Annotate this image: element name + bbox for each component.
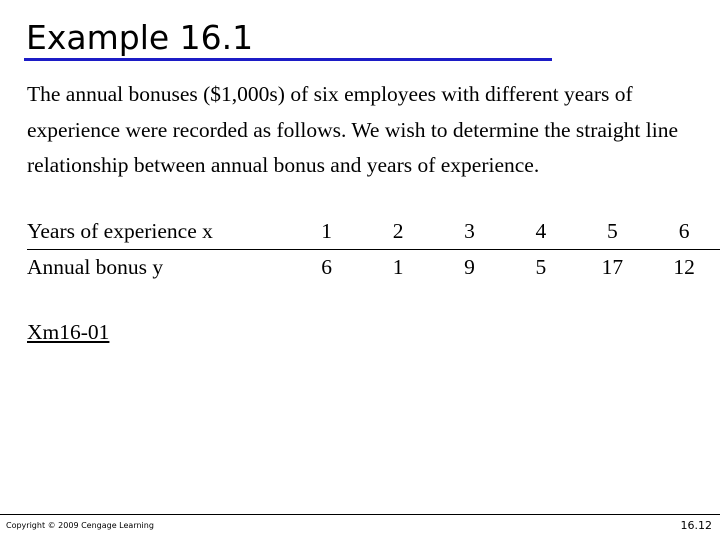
footer-divider [0, 514, 720, 515]
table-cell: 6 [321, 255, 333, 279]
data-table [27, 214, 720, 285]
table-cell: 4 [505, 214, 576, 250]
table-row-years [27, 214, 720, 250]
table-cell: 17 [601, 255, 624, 279]
table-cell: 5 [577, 214, 649, 250]
problem-description: The annual bonuses ($1,000s) of six employees with different years of experience were recorded as follows. We wish to determine the straight line relationship between annual bonus and years of experience. [27, 82, 678, 177]
table-cell: 1 [392, 255, 404, 279]
row-label-years: Years of experience x [27, 214, 291, 250]
slide-title: Example 16.1 [26, 18, 254, 57]
table-cell: 12 [673, 255, 695, 279]
title-underline [24, 58, 552, 61]
table-cell: 2 [362, 214, 433, 250]
table-cell: 9 [464, 255, 475, 279]
table-cell: 1 [291, 214, 362, 250]
table-cell: 3 [434, 214, 505, 250]
page-number: 16.12 [680, 519, 712, 532]
row-label-bonus: Annual bonus y [27, 255, 164, 279]
table-row-bonus [27, 250, 720, 286]
copyright-notice: Copyright © 2009 Cengage Learning [6, 521, 154, 530]
table-cell: 5 [535, 255, 547, 279]
data-file-link[interactable]: Xm16-01 [27, 320, 110, 344]
table-cell: 6 [648, 214, 720, 250]
